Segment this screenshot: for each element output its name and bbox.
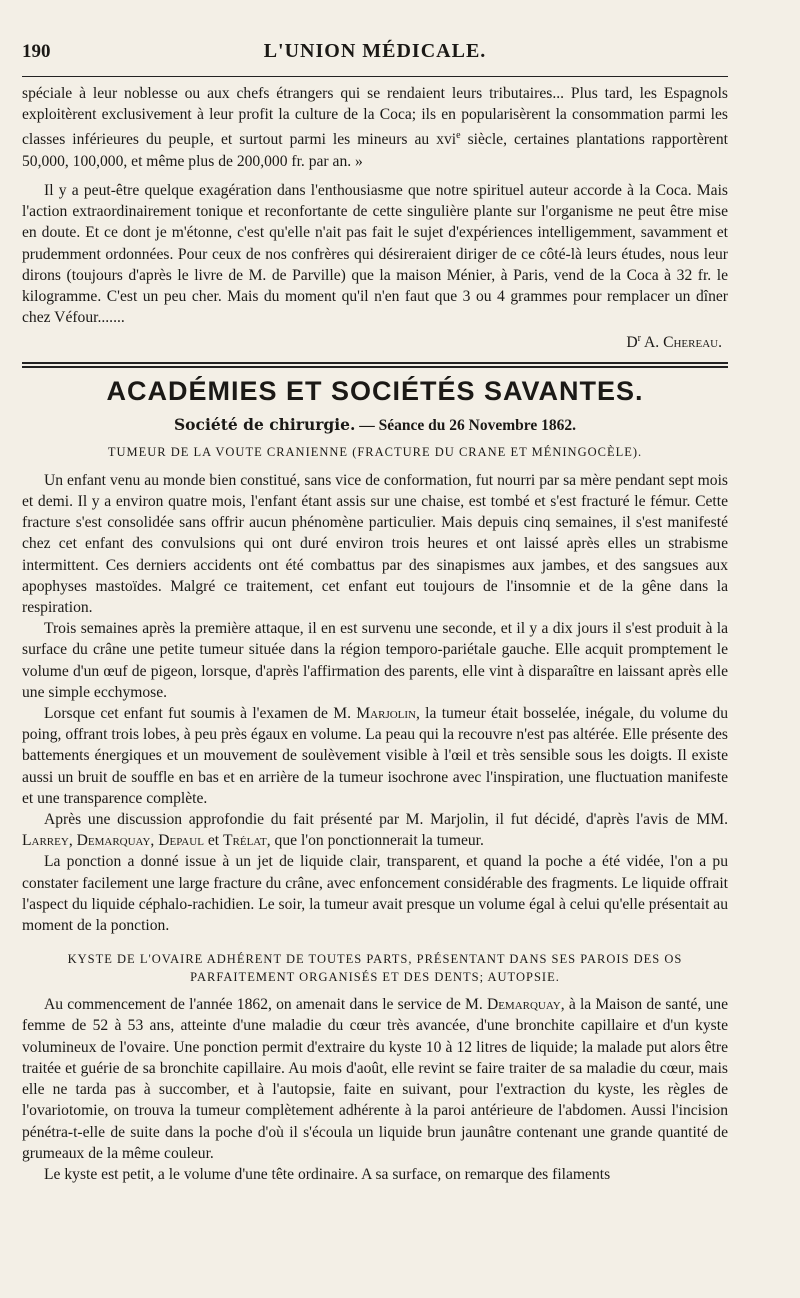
article-1-heading: TUMEUR DE LA VOUTE CRANIENNE (FRACTURE DU CRANE ET MÉNINGOCÈLE). bbox=[107, 444, 643, 459]
article-1-paragraph-1: Un enfant venu au monde bien constitué, sans vice de conformation, fut nourri par sa mère pendant sept mois et demi. Il y a environ quatre mois, l'enfant étant assis sur une chaise, est tombé et s'est fracturé le fémur. Cette fracture s'est consolidée sans offrir aucun phénomène particulier. Mais depuis cinq semaines, il s'est manifesté chez cet enfant des convulsions qui ont duré environ trois heures et ont laissé après elles un strabisme intermittent. Ces derniers accidents ont été combattus par des sinapismes aux jambes, et des sangsues aux apophyses mastoïdes. Malgré ce traitement, cet enfant eut toujours de l'insomnie et de la gêne dans la respiration. bbox=[22, 471, 728, 617]
intro-paragraph-2: Il y a peut-être quelque exagération dans l'enthousiasme que notre spirituel auteur accorde à la Coca. Mais l'action extraordinairement tonique et reconfortante de cette singulière plante sur l'organisme ne peut être mise en doute. Et ce dont je m'étonne, c'est qu'elle n'ait pas fait le sujet d'expériences intelligemment, savamment et prudemment ordonnées. Pour ceux de nos confrères qui désireraient diriger de ce côté-là leurs études, nous leur dirons (toujours d'après le livre de M. de Parville) que la maison Ménier, à Paris, vend de la Coca à 32 fr. le kilogramme. C'est un peu cher. Mais du moment qu'il n'en faut que 3 ou 4 grammes pour remplacer un dîner chez Véfour....... bbox=[22, 182, 728, 327]
journal-title: L'UNION MÉDICALE. bbox=[263, 40, 487, 62]
header-rule bbox=[22, 76, 728, 77]
author-signature: $D^r$ A. Chereau. bbox=[626, 333, 722, 352]
article-1-paragraph-4: Après une discussion approfondie du fait présenté par M. Marjolin, il fut décidé, d'après l'avis de MM. Larrey, Demarquay, Depaul et Trélat, que l'on ponctionnerait la tumeur. bbox=[22, 811, 728, 850]
article-2-paragraph-2: Le kyste est petit, a le volume d'une tête ordinaire. A sa surface, on remarque des filaments bbox=[44, 1165, 611, 1183]
article-2-heading-line-2: PARFAITEMENT ORGANISÉS ET DES DENTS; AUTOPSIE. bbox=[190, 970, 560, 985]
article-1-paragraph-2: Trois semaines après la première attaque, il en est survenu une seconde, et il y a dix jours il s'est produit à la surface du crâne une petite tumeur située dans la région temporo-pariétale gauche. Elle acquit promptement le volume d'un œuf de pigeon, lorsque, d'après l'affirmation des parents, elle vint à disparaître en laissant après elle une simple ecchymose. bbox=[22, 620, 728, 701]
article-1-paragraph-5: La ponction a donné issue à un jet de liquide clair, transparent, et quand la poche a été vidée, l'on a pu constater facilement une large fracture du crâne, avec enfoncement considérable des fragments. Le liquide offrait l'aspect du liquide céphalo-rachidien. Le soir, la tumeur avait presque un volume égal à celui qu'elle présentait au moment de la ponction. bbox=[22, 853, 729, 935]
intro-paragraph-1: spéciale à leur noblesse ou aux chefs étrangers qui se rendaient leurs tributaires... Plus tard, les Espagnols exploitèrent exclusivement à leur profit la culture de la Coca; ils en popularisèrent la consommation parmi les classes inférieures du peuple, et surtout parmi les mineurs au xvi$^e$ siècle, certaines plantations rapportèrent 50,000, 100,000, et même plus de 200,000 fr. par an. » bbox=[22, 85, 728, 170]
article-2-heading-line-1: KYSTE DE L'OVAIRE ADHÉRENT DE TOUTES PARTS, PRÉSENTANT DANS SES PAROIS DES OS bbox=[67, 952, 683, 967]
session-date: — Séance du 26 Novembre 1862. bbox=[355, 416, 576, 434]
section-divider bbox=[22, 362, 728, 368]
society-name: Société de chirurgie. bbox=[173, 414, 356, 434]
page-header bbox=[22, 40, 728, 76]
article-2-heading bbox=[22, 950, 728, 986]
section-title: ACADÉMIES ET SOCIÉTÉS SAVANTES. bbox=[106, 375, 644, 406]
society-session-line bbox=[22, 415, 728, 435]
article-1-paragraph-3: Lorsque cet enfant fut soumis à l'examen de M. Marjolin, la tumeur était bosselée, inégale, du volume du poing, offrant trois lobes, à peu près égaux en volume. La peau qui la recouvre n'est pas altérée. Elle présente des battements énergiques et un mouvement de soulèvement visible à l'œil et très sensible sous les doigts. Il existe aussi un bruit de souffle en bas et en arrière de la tumeur isochrone avec l'inspiration, une fluctuation manifeste et une transparence complète. bbox=[22, 705, 728, 807]
article-2-paragraph-1: Au commencement de l'année 1862, on amenait dans le service de M. Demarquay, à la Maison de santé, une femme de 52 à 53 ans, atteinte d'une maladie du cœur très avancée, d'une bronchite capillaire et d'un kyste volumineux de l'ovaire. Une ponction permit d'extraire du kyste 10 à 12 litres de liquide; la malade put alors être traitée et guérie de sa bronchite capillaire. Au mois d'août, elle revint se faire traiter de sa maladie du cœur, mais elle ne tarda pas à succomber, et à l'autopsie, faite en suivant, pour l'extraction du kyste, les règles de l'ovariotomie, on trouva la tumeur complètement adhérente à la paroi antérieure de l'abdomen. Aussi l'incision pénétra-t-elle de suite dans la poche d'où il s'écoula un liquide brun jaunâtre contenant une grande quantité de grumeaux de la même couleur. bbox=[22, 996, 728, 1162]
page-number: 190 bbox=[22, 41, 51, 62]
